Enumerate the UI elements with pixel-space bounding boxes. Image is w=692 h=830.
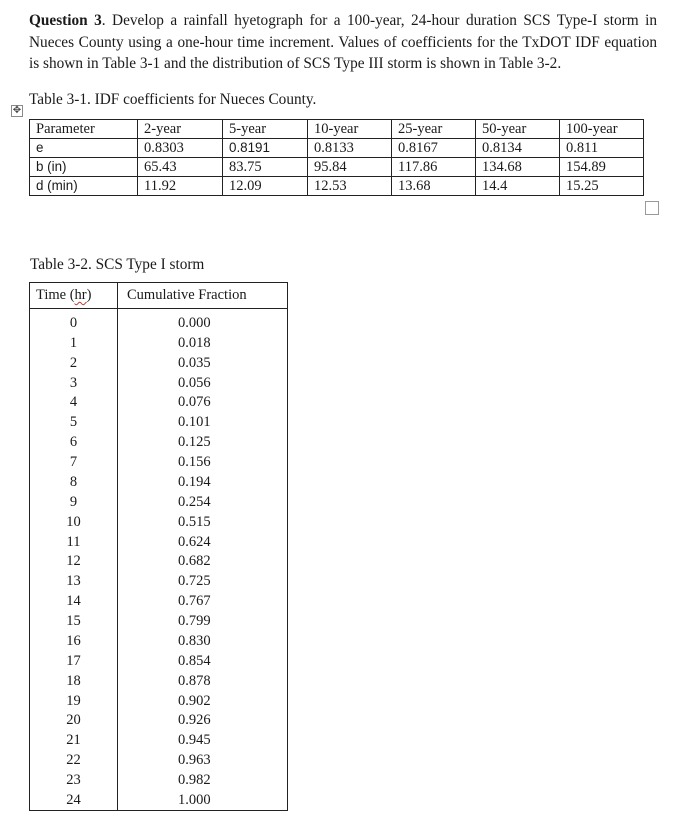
table1-cell: 154.89 <box>560 158 644 177</box>
fraction-cell: 0.101 <box>118 412 288 432</box>
question-paragraph <box>29 10 657 75</box>
time-cell: 3 <box>30 373 118 393</box>
time-cell: 7 <box>30 452 118 472</box>
table2-row <box>30 651 288 671</box>
fraction-cell: 0.076 <box>118 393 288 413</box>
fraction-cell: 0.926 <box>118 711 288 731</box>
table1-cell: 0.8167 <box>392 139 476 158</box>
table1-header-cell: Parameter <box>30 120 138 139</box>
table1-cell: 11.92 <box>138 177 223 196</box>
idf-coefficients-table <box>29 119 644 196</box>
time-cell: 19 <box>30 691 118 711</box>
table2-row <box>30 393 288 413</box>
table1-cell: b (in) <box>30 158 138 177</box>
table1-cell: 65.43 <box>138 158 223 177</box>
fraction-cell: 0.982 <box>118 770 288 790</box>
fraction-cell: 0.799 <box>118 611 288 631</box>
table2-caption: Table 3-2. SCS Type I storm <box>30 256 205 273</box>
time-cell: 11 <box>30 532 118 552</box>
table2-row <box>30 492 288 512</box>
table2-row <box>30 552 288 572</box>
question-text: . Develop a rainfall hyetograph for a 100-year, 24-hour duration SCS Type-I storm in Nueces County using a one-hour time increment. Values of coefficients for the TxDOT IDF equation is shown in Table 3-1 and the distribution of SCS Type III storm is shown in Table 3-2. <box>29 12 658 72</box>
table2-row <box>30 432 288 452</box>
time-cell: 6 <box>30 432 118 452</box>
time-cell: 10 <box>30 512 118 532</box>
table2-row <box>30 373 288 393</box>
scs-type-i-table <box>29 282 288 811</box>
table1-cell: 0.8191 <box>223 139 308 158</box>
table2-header-time: Time (hr) <box>30 283 118 309</box>
fraction-cell: 0.125 <box>118 432 288 452</box>
time-cell: 17 <box>30 651 118 671</box>
time-cell: 1 <box>30 333 118 353</box>
table2-row <box>30 472 288 492</box>
time-cell: 15 <box>30 611 118 631</box>
time-cell: 8 <box>30 472 118 492</box>
spellcheck-underline: hr <box>74 287 87 303</box>
time-cell: 2 <box>30 353 118 373</box>
table2-row <box>30 333 288 353</box>
fraction-cell: 0.035 <box>118 353 288 373</box>
table2-row <box>30 309 288 333</box>
table1-cell: 117.86 <box>392 158 476 177</box>
table1-cell: 12.09 <box>223 177 308 196</box>
table2-row <box>30 790 288 810</box>
table1-header-cell: 2-year <box>138 120 223 139</box>
fraction-cell: 0.056 <box>118 373 288 393</box>
table1-row <box>30 177 644 196</box>
table2-header-row <box>30 283 288 309</box>
table2-row <box>30 353 288 373</box>
time-cell: 9 <box>30 492 118 512</box>
table1-cell: 0.8134 <box>476 139 560 158</box>
fraction-cell: 0.515 <box>118 512 288 532</box>
table1-header-cell: 25-year <box>392 120 476 139</box>
time-cell: 0 <box>30 309 118 333</box>
table2-row <box>30 730 288 750</box>
table2-row <box>30 750 288 770</box>
table1-cell: 12.53 <box>308 177 392 196</box>
table1-cell: d (min) <box>30 177 138 196</box>
fraction-cell: 0.018 <box>118 333 288 353</box>
table2-row <box>30 412 288 432</box>
table1-cell: 0.811 <box>560 139 644 158</box>
table1-cell: 0.8303 <box>138 139 223 158</box>
table2-row <box>30 611 288 631</box>
table2-row <box>30 512 288 532</box>
time-cell: 21 <box>30 730 118 750</box>
fraction-cell: 0.624 <box>118 532 288 552</box>
time-cell: 4 <box>30 393 118 413</box>
time-cell: 22 <box>30 750 118 770</box>
fraction-cell: 0.194 <box>118 472 288 492</box>
time-cell: 5 <box>30 412 118 432</box>
table1-header-cell: 10-year <box>308 120 392 139</box>
fraction-cell: 0.854 <box>118 651 288 671</box>
table1-caption: Table 3-1. IDF coefficients for Nueces County. <box>29 91 317 108</box>
table1-header-cell: 5-year <box>223 120 308 139</box>
fraction-cell: 1.000 <box>118 790 288 810</box>
fraction-cell: 0.682 <box>118 552 288 572</box>
table-resize-icon[interactable] <box>645 201 659 215</box>
fraction-cell: 0.254 <box>118 492 288 512</box>
table2-row <box>30 691 288 711</box>
table2-row <box>30 631 288 651</box>
time-cell: 16 <box>30 631 118 651</box>
table2-row <box>30 591 288 611</box>
table1-cell: 83.75 <box>223 158 308 177</box>
time-cell: 14 <box>30 591 118 611</box>
table1-cell: 0.8133 <box>308 139 392 158</box>
time-cell: 20 <box>30 711 118 731</box>
table2-header-fraction: Cumulative Fraction <box>118 283 288 309</box>
table1-row <box>30 139 644 158</box>
table-move-icon[interactable]: ✥ <box>12 105 22 116</box>
fraction-cell: 0.945 <box>118 730 288 750</box>
table1-cell: 14.4 <box>476 177 560 196</box>
table1-cell: 13.68 <box>392 177 476 196</box>
time-cell: 18 <box>30 671 118 691</box>
table2-row <box>30 671 288 691</box>
time-cell: 23 <box>30 770 118 790</box>
time-cell: 13 <box>30 571 118 591</box>
fraction-cell: 0.830 <box>118 631 288 651</box>
table2-row <box>30 770 288 790</box>
question-label: Question 3 <box>29 12 102 29</box>
table2-row <box>30 532 288 552</box>
table1-header-row <box>30 120 644 139</box>
fraction-cell: 0.902 <box>118 691 288 711</box>
fraction-cell: 0.725 <box>118 571 288 591</box>
fraction-cell: 0.878 <box>118 671 288 691</box>
time-cell: 24 <box>30 790 118 810</box>
time-cell: 12 <box>30 552 118 572</box>
table2-row <box>30 711 288 731</box>
table1-row <box>30 158 644 177</box>
table1-cell: e <box>30 139 138 158</box>
fraction-cell: 0.767 <box>118 591 288 611</box>
table1-cell: 134.68 <box>476 158 560 177</box>
table1-cell: 95.84 <box>308 158 392 177</box>
fraction-cell: 0.000 <box>118 309 288 333</box>
table2-row <box>30 571 288 591</box>
table1-header-cell: 100-year <box>560 120 644 139</box>
table1-header-cell: 50-year <box>476 120 560 139</box>
fraction-cell: 0.963 <box>118 750 288 770</box>
fraction-cell: 0.156 <box>118 452 288 472</box>
table2-row <box>30 452 288 472</box>
table1-cell: 15.25 <box>560 177 644 196</box>
